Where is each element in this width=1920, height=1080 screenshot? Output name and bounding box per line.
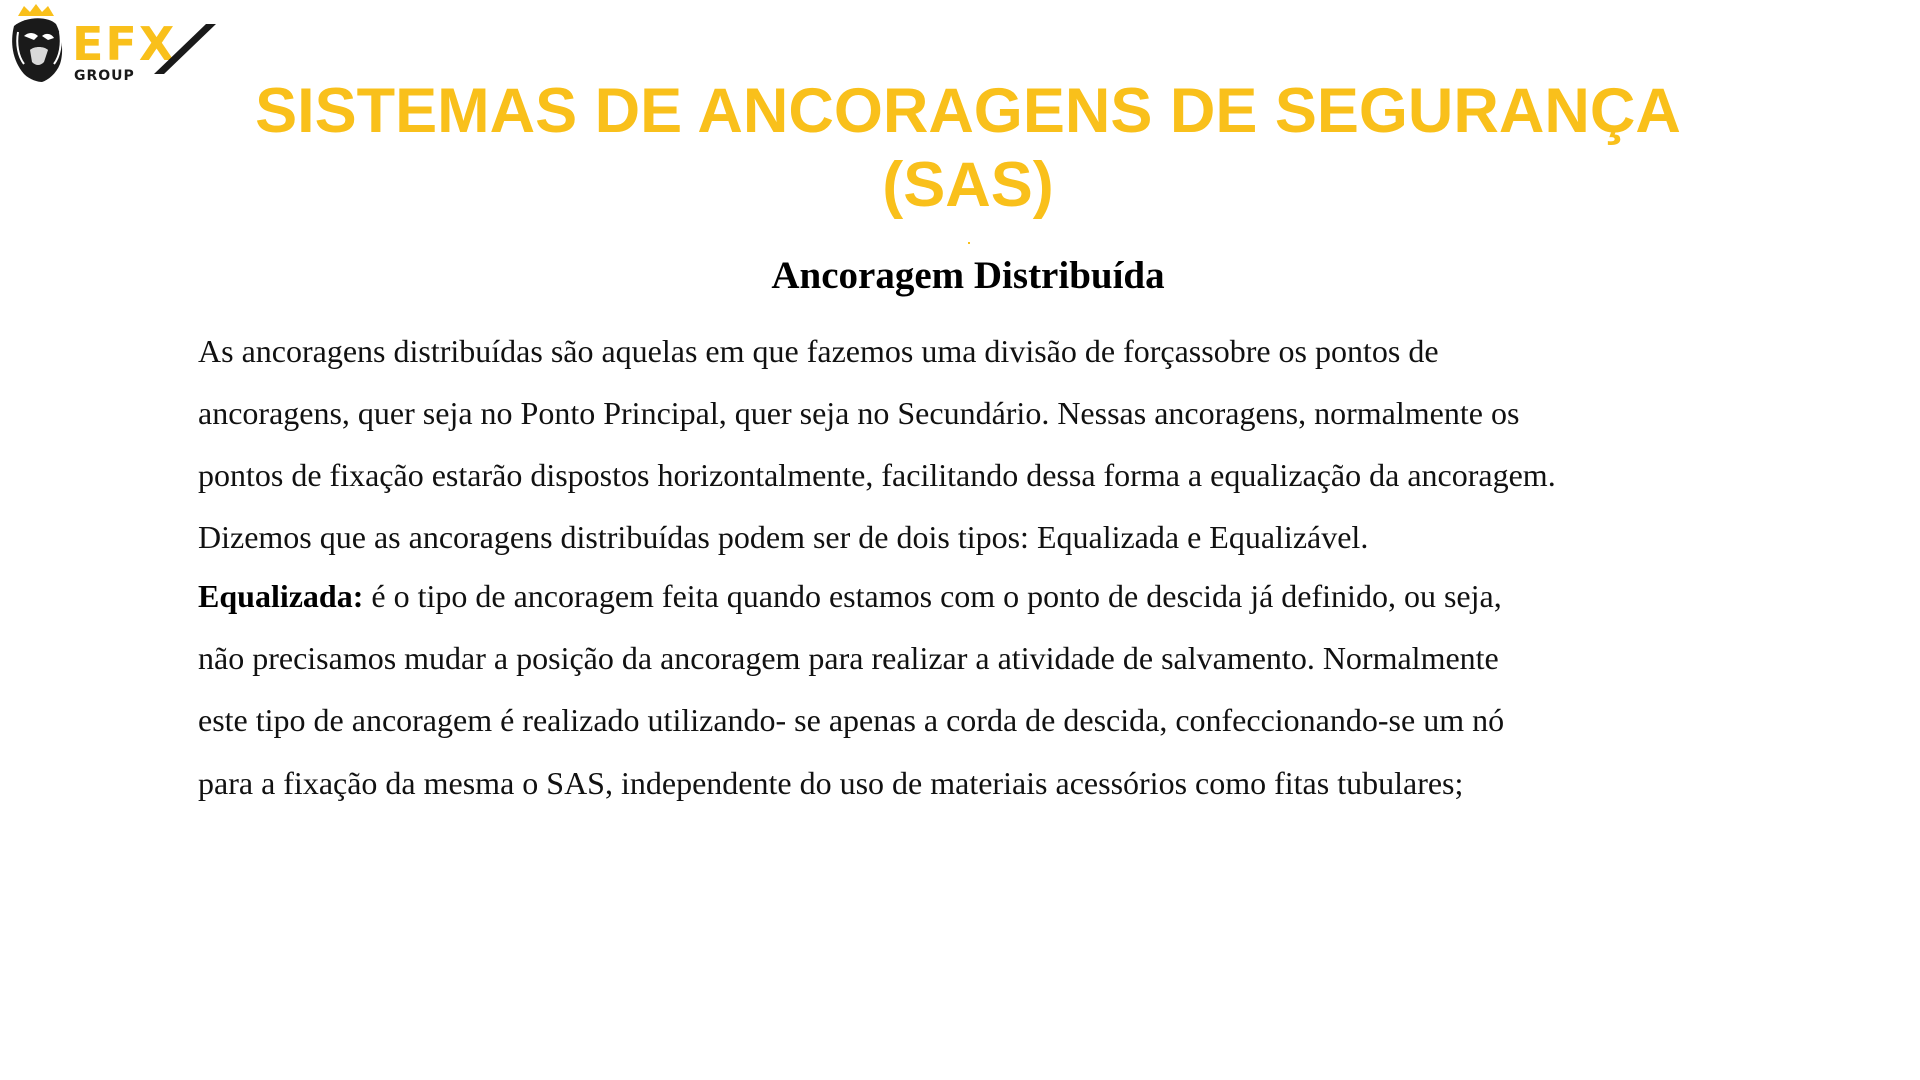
definition-line <box>198 576 1502 616</box>
definition-term: Equalizada: <box>198 578 364 614</box>
title-line-1: SISTEMAS DE ANCORAGENS DE SEGURANÇA <box>255 76 1681 146</box>
logo-brand-text: EFX <box>72 17 177 71</box>
body-line-3: pontos de fixação estarão dispostos horizontalmente, facilitando dessa forma a equalização da ancoragem. <box>198 457 1556 493</box>
definition-text: é o tipo de ancoragem feita quando estamos com o ponto de descida já definido, ou seja, <box>363 578 1502 614</box>
body-line-1: As ancoragens distribuídas são aquelas em que fazemos uma divisão de forçassobre os pontos de <box>198 333 1439 369</box>
decorative-dot <box>968 242 970 244</box>
lion-head-icon <box>12 4 62 82</box>
title-line-2: (SAS) <box>882 150 1054 220</box>
body-line-7: este tipo de ancoragem é realizado utilizando- se apenas a corda de descida, confeccionando-se um nó <box>198 702 1505 738</box>
body-line-6: não precisamos mudar a posição da ancoragem para realizar a atividade de salvamento. Normalmente <box>198 640 1499 676</box>
body-line-2: ancoragens, quer seja no Ponto Principal, quer seja no Secundário. Nessas ancoragens, normalmente os <box>198 395 1520 431</box>
logo-tagline-text: GROUP <box>74 68 135 84</box>
section-heading: Ancoragem Distribuída <box>771 254 1165 297</box>
body-line-8: para a fixação da mesma o SAS, independente do uso de materiais acessórios como fitas tubulares; <box>198 765 1464 801</box>
body-line-4: Dizemos que as ancoragens distribuídas podem ser de dois tipos: Equalizada e Equalizável. <box>198 519 1369 555</box>
page-title <box>0 74 1920 222</box>
